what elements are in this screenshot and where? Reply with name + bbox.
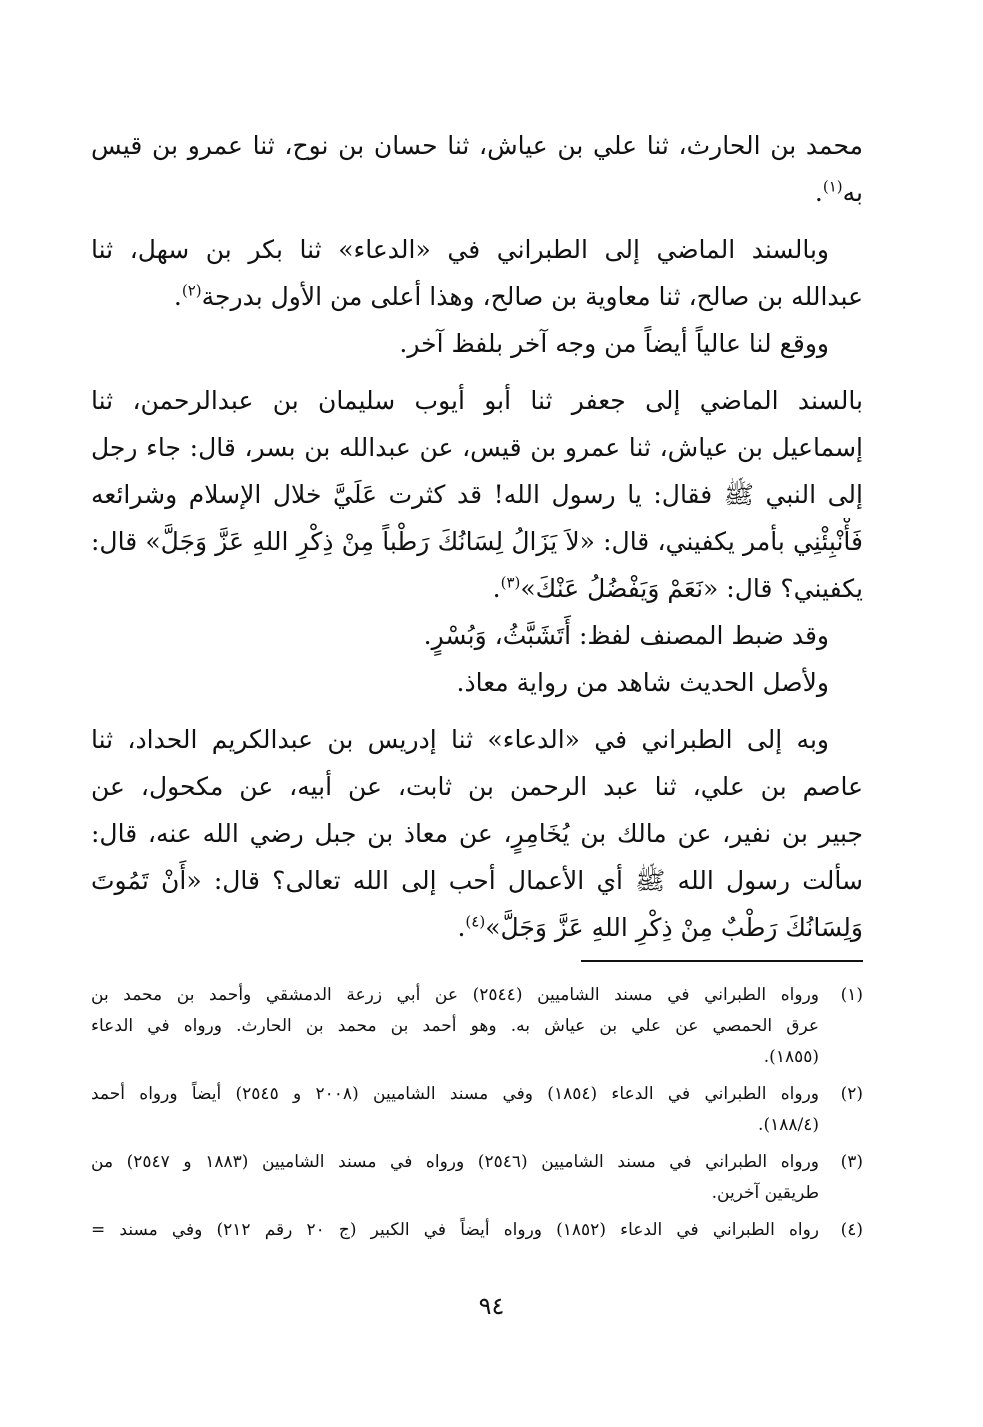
- footnote-body: [91, 980, 819, 1073]
- footnote-ref-4: (٤): [465, 912, 486, 931]
- paragraph-2: [91, 226, 863, 320]
- footnote-number: (١): [840, 985, 863, 1005]
- text-line: [91, 904, 863, 951]
- text-fragment: .: [814, 178, 823, 207]
- footnote-body: [91, 1215, 819, 1246]
- text-fragment: به: [842, 178, 863, 207]
- text-line: ووقع لنا عالياً أيضاً من وجه آخر بلفظ آخر.: [399, 329, 829, 358]
- footnote-ref-3: (٣): [500, 573, 521, 592]
- footnote-line: ورواه الطبراني في الدعاء (١٨٥٤) وفي مسند الشاميين (٢٠٠٨ و ٢٥٤٥) أيضاً ورواه أحمد: [91, 1084, 819, 1104]
- footnote-2: [91, 1079, 863, 1141]
- footnote-body: [91, 1147, 819, 1209]
- main-text: [91, 122, 863, 951]
- text-fragment: .: [457, 913, 466, 942]
- text-fragment: .: [492, 574, 501, 603]
- text-line: [91, 565, 863, 612]
- text-fragment: وَلِسَانُكَ رَطْبٌ مِنْ ذِكْرِ اللهِ عَزَّ وَجَلَّ»: [485, 913, 863, 942]
- paragraph-3: [91, 320, 863, 367]
- text-line: فَأْنْبِئْنِي بأمر يكفيني، قال: «لاَ يَزَالُ لِسَانُكَ رَطْباً مِنْ ذِكْرِ اللهِ عَزَّ وَجَلَّ» قال:: [91, 527, 863, 556]
- paragraph-7: [91, 716, 863, 951]
- paragraph-4: [91, 377, 863, 612]
- text-line: [91, 169, 863, 216]
- footnote-3: [91, 1147, 863, 1209]
- text-line: محمد بن الحارث، ثنا علي بن عياش، ثنا حسان بن نوح، ثنا عمرو بن قيس: [91, 131, 863, 160]
- text-fragment: .: [173, 282, 182, 311]
- footnote-body: [91, 1079, 819, 1141]
- footnote-line: ورواه الطبراني في مسند الشاميين (٢٥٤٤) عن أبي زرعة الدمشقي وأحمد بن محمد بن: [91, 985, 819, 1005]
- text-fragment: عبدالله بن صالح، ثنا معاوية بن صالح، وهذا أعلى من الأول بدرجة: [201, 282, 863, 311]
- footnote-line: (١٨٨/٤).: [758, 1115, 819, 1135]
- footnote-line: (١٨٥٥).: [763, 1047, 819, 1067]
- footnote-ref-2: (٢): [181, 281, 202, 300]
- paragraph-5: [91, 612, 863, 659]
- text-line: ولأصل الحديث شاهد من رواية معاذ.: [456, 668, 829, 697]
- text-line: وبالسند الماضي إلى الطبراني في «الدعاء» ثنا بكر بن سهل، ثنا: [91, 235, 829, 264]
- footnotes: [91, 980, 863, 1252]
- footnote-line: طريقين آخرين.: [711, 1183, 819, 1203]
- footnote-4: [91, 1215, 863, 1246]
- text-line: جبير بن نفير، عن مالك بن يُخَامِرٍ، عن معاذ بن جبل رضي الله عنه، قال:: [91, 819, 863, 848]
- footnote-line: رواه الطبراني في الدعاء (١٨٥٢) ورواه أيضاً في الكبير (ج ٢٠ رقم ٢١٢) وفي مسند =: [91, 1220, 819, 1240]
- text-line: بالسند الماضي إلى جعفر ثنا أبو أيوب سليمان بن عبدالرحمن، ثنا: [91, 386, 863, 415]
- text-line: إلى النبي ﷺ فقال: يا رسول الله! قد كثرت عَلَيَّ خلال الإسلام وشرائعه: [91, 480, 863, 509]
- page-number: ٩٤: [478, 1292, 505, 1320]
- text-line: [91, 273, 863, 320]
- text-line: وقد ضبط المصنف لفظ: أَتَشَبَّثُ، وَبُسْرٍ.: [423, 621, 829, 650]
- text-line: وبه إلى الطبراني في «الدعاء» ثنا إدريس بن عبدالكريم الحداد، ثنا: [91, 725, 829, 754]
- text-line: سألت رسول الله ﷺ أي الأعمال أحب إلى الله تعالى؟ قال: «أَنْ تَمُوتَ: [91, 866, 863, 895]
- footnote-divider: [581, 960, 863, 962]
- footnote-1: [91, 980, 863, 1073]
- text-line: عاصم بن علي، ثنا عبد الرحمن بن ثابت، عن أبيه، عن مكحول، عن: [91, 772, 863, 801]
- footnote-line: عرق الحمصي عن علي بن عياش به. وهو أحمد بن محمد بن الحارث. ورواه في الدعاء: [91, 1016, 819, 1036]
- footnote-number: (٣): [840, 1152, 863, 1172]
- footnote-number: (٢): [840, 1084, 863, 1104]
- footnote-line: ورواه الطبراني في مسند الشاميين (٢٥٤٦) ورواه في مسند الشاميين (١٨٨٣ و ٢٥٤٧) من: [91, 1152, 819, 1172]
- text-line: إسماعيل بن عياش، ثنا عمرو بن قيس، عن عبدالله بن بسر، قال: جاء رجل: [91, 433, 863, 462]
- paragraph-6: [91, 659, 863, 706]
- text-fragment: يكفيني؟ قال: «نَعَمْ وَيَفْضُلُ عَنْكَ»: [520, 574, 863, 603]
- footnote-ref-1: (١): [822, 177, 843, 196]
- paragraph-1: [91, 122, 863, 216]
- footnote-number: (٤): [840, 1220, 863, 1240]
